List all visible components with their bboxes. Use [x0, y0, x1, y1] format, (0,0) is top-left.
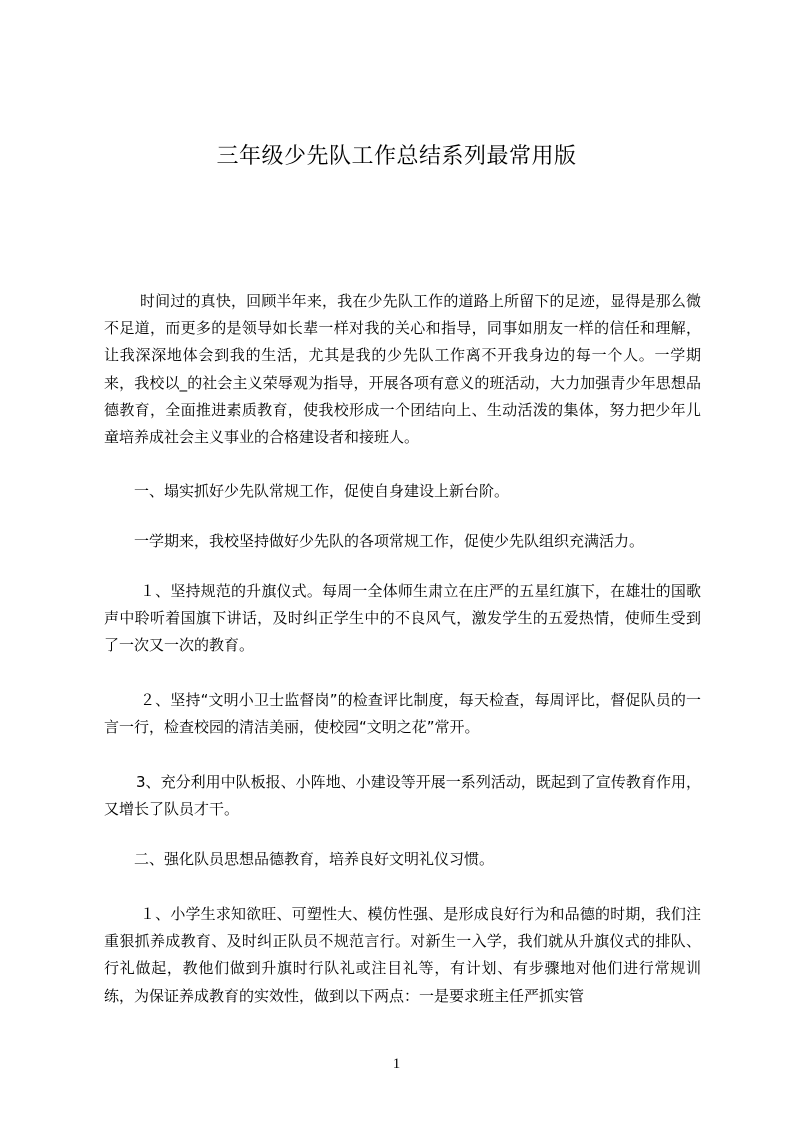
- section-heading-1: 一、塌实抓好少先队常规工作，促使自身建设上新台阶。: [134, 482, 510, 500]
- paragraph-section2-item-1: １、小学生求知欲旺、可塑性大、模仿性强、是形成良好行为和品德的时期，我们注重狠抓养成教育、及时纠正队员不规范言行。对新生一入学，我们就从升旗仪式的排队、行礼做起，教他们做到升旗时行队礼或注目礼等，有计划、有步骤地对他们进行常规训练，为保证养成教育的实效性，做到以下两点：一是要求班主任严抓实管: [104, 905, 701, 1005]
- section-heading-2: 二、强化队员思想品德教育，培养良好文明礼仪习惯。: [134, 850, 495, 868]
- page-number: 1: [392, 1056, 401, 1072]
- document-title: 三年级少先队工作总结系列最常用版: [216, 144, 577, 169]
- paragraph-item-3-blackboard: 3、充分利用中队板报、小阵地、小建设等开展一系列活动，既起到了宣传教育作用，又增长了队员才干。: [104, 773, 701, 819]
- paragraph-intro: 时间过的真快，回顾半年来，我在少先队工作的道路上所留下的足迹，显得是那么微不足道，而更多的是领导如长辈一样对我的关心和指导，同事如朋友一样的信任和理解，让我深深地体会到我的生活，尤其是我的少先队工作离不开我身边的每一个人。一学期来，我校以_的社会主义荣辱观为指导，开展各项有意义的班活动，大力加强青少年思想品德教育，全面推进素质教育，使我校形成一个团结向上、生动活泼的集体，努力把少年儿童培养成社会主义事业的合格建设者和接班人。: [104, 292, 701, 447]
- paragraph-item-1-flag-ceremony: １、坚持规范的升旗仪式。每周一全体师生肃立在庄严的五星红旗下，在雄壮的国歌声中聆听着国旗下讲话，及时纠正学生中的不良风气，激发学生的五爱热情，使师生受到了一次又一次的教育。: [104, 582, 701, 655]
- paragraph-section1-intro: 一学期来，我校坚持做好少先队的各项常规工作，促使少先队组织充满活力。: [134, 532, 645, 550]
- paragraph-item-2-civility-monitor: ２、坚持“文明小卫士监督岗”的检查评比制度，每天检查，每周评比，督促队员的一言一行，检查校园的清洁美丽，使校园“文明之花”常开。: [104, 691, 701, 737]
